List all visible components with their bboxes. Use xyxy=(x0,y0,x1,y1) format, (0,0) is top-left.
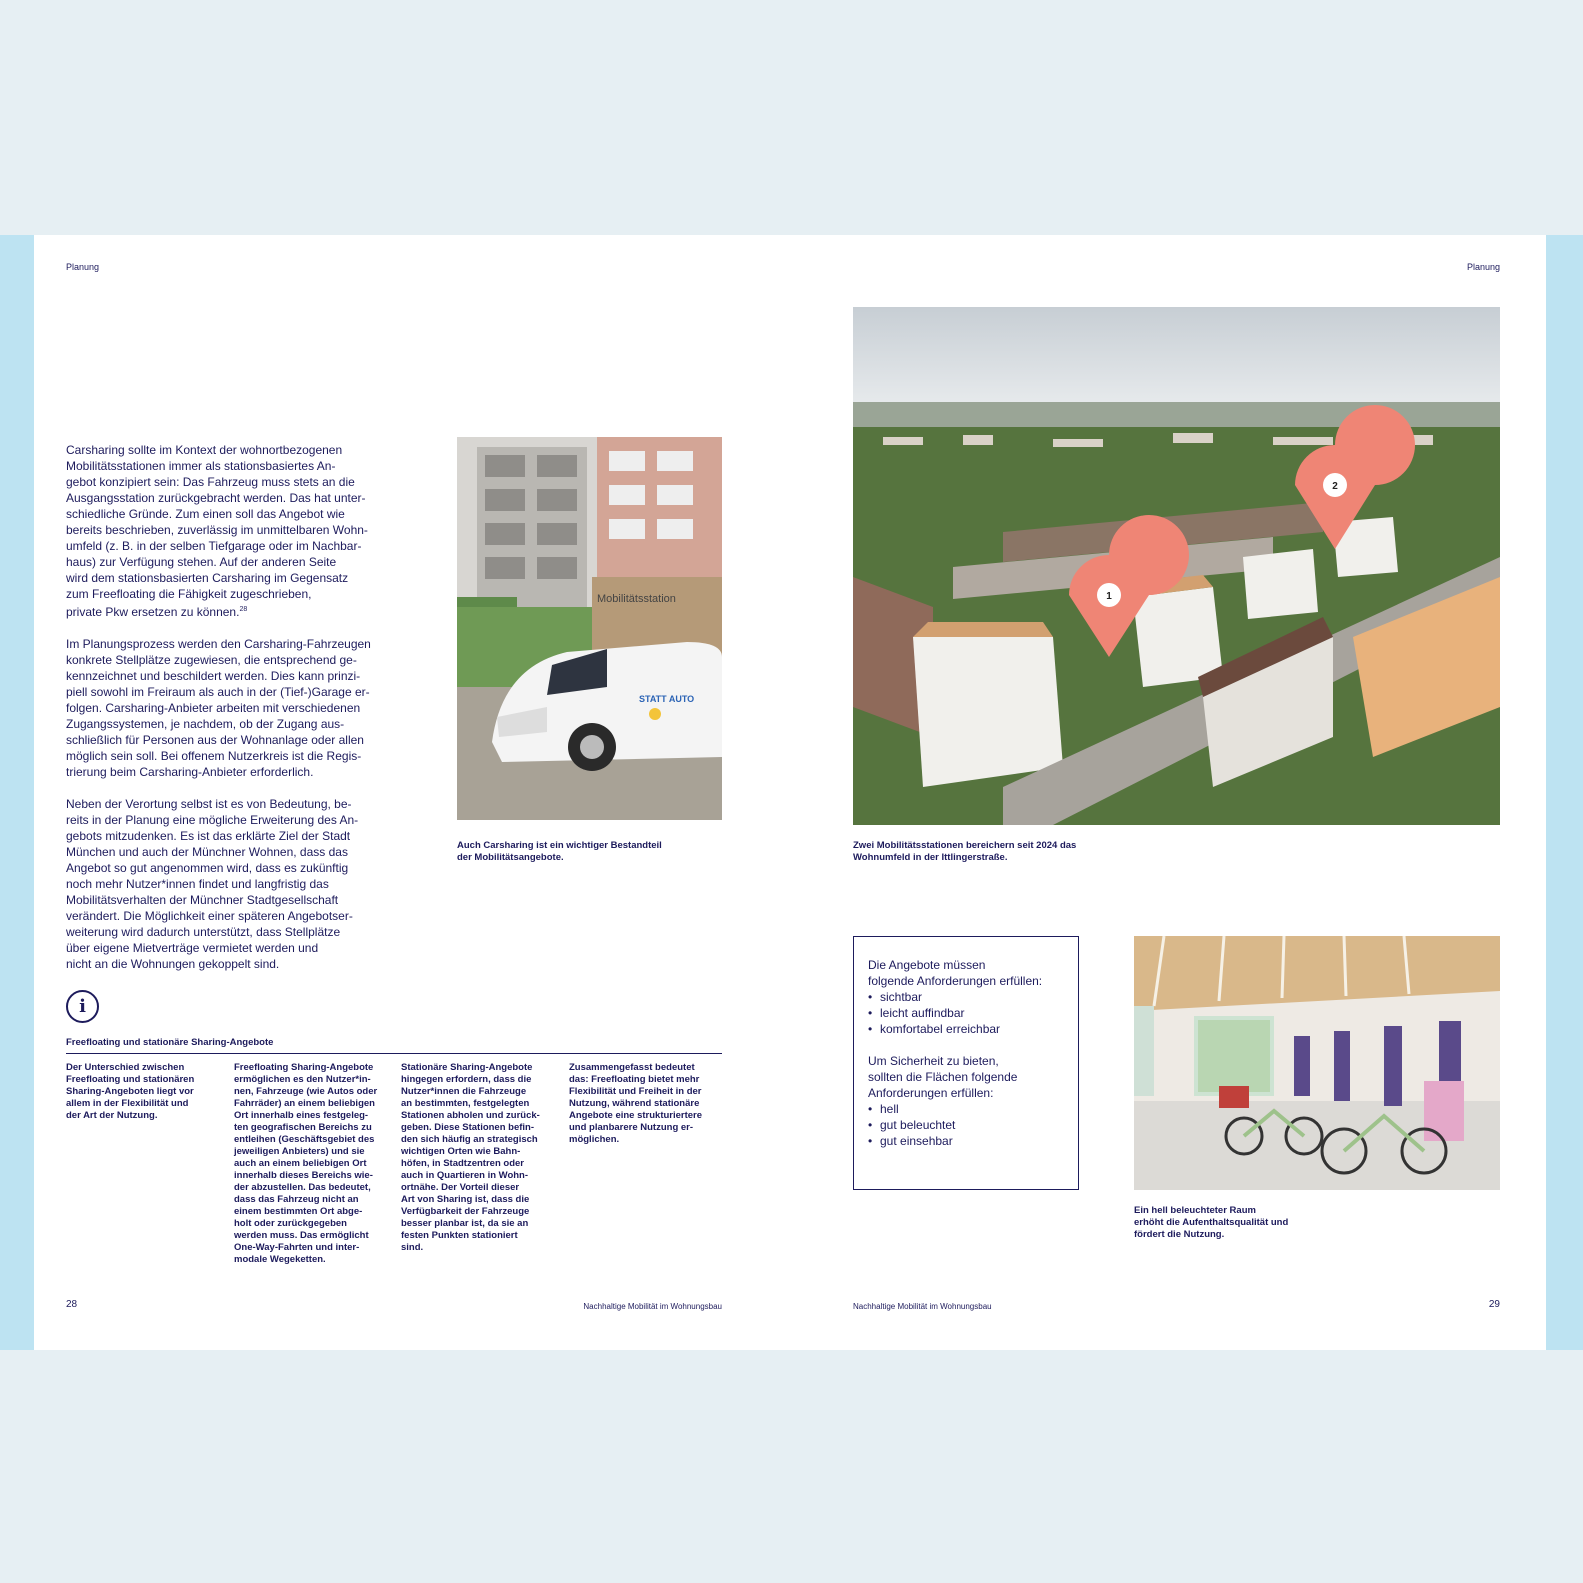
requirements-intro: Die Angebote müssen folgende Anforderungen erfüllen: xyxy=(868,958,1043,988)
info-column-4: Zusammengefasst bedeutet das: Freefloating bietet mehr Flexibilität und Freiheit in der Nutzung, während stationäre Angebote eine strukturiertere und planbarere Nutzung er- möglichen. xyxy=(569,1062,703,1145)
requirement-item: • komfortabel erreichbar xyxy=(868,1021,1064,1037)
info-divider xyxy=(66,1053,722,1054)
requirements-list-1 xyxy=(868,989,1064,1037)
location-pin-2-label: 2 xyxy=(1332,481,1338,492)
requirements-box xyxy=(853,936,1079,1190)
bike-room-illustration xyxy=(1134,936,1500,1190)
info-column-3: Stationäre Sharing-Angebote hingegen erfordern, dass die Nutzer*innen die Fahrzeuge an bestimmten, festgelegten Stationen abholen und zurück- geben. Diese Stationen befin- den sich häufig an strategisch wichtigen Orten wie Bahn- höfen, in Stadtzentren oder auch in Quartieren in Wohn- ortnähe. Der Vorteil dieser Art von Sharing ist, dass die Verfügbarkeit der Fahrzeuge besser planbar ist, da sie an festen Punkten stationiert sind. xyxy=(401,1062,540,1253)
info-icon: i xyxy=(66,990,99,1023)
aerial-photo xyxy=(853,307,1500,825)
requirement-item: • leicht auffindbar xyxy=(868,1005,1064,1021)
info-column-2: Freefloating Sharing-Angebote ermöglichen es den Nutzer*in- nen, Fahrzeuge (wie Autos oder Fahrräder) an einem beliebigen Ort innerhalb eines festgeleg- ten geografischen Bereichs zu entleihen (Geschäftsgebiet des jeweiligen Anbieters) und sie auch an einem beliebigen Ort innerhalb dieses Bereichs wie- der abzustellen. Das bedeutet, dass das Fahrzeug nicht an einem bestimmten Ort abge- holt oder zurückgegeben werden muss. Das ermöglicht One-Way-Fahrten und inter- modale Wegeketten. xyxy=(234,1062,378,1265)
aerial-photo-caption: Zwei Mobilitätsstationen bereichern seit 2024 das Wohnumfeld in der Ittlingerstraße. xyxy=(853,840,1077,863)
carsharing-photo xyxy=(457,437,722,820)
paragraph-3: Neben der Verortung selbst ist es von Bedeutung, be- reits in der Planung eine mögliche Erweiterung des An- gebots mitzudenken. Es ist das erklärte Ziel der Stadt München und auch der Münchner Wohnen, dass das Angebot so gut angenommen wird, dass es zukünftig noch mehr Nutzer*innen findet und langfristig das Mobilitätsverhalten der Münchner Stadtgesellschaft verändert. Die Möglichkeit einer späteren Angebotser- weiterung wird dadurch unterstützt, dass Stellplätze über eigene Mietverträge vermietet werden und nicht an die Wohnungen gekoppelt sind. xyxy=(66,797,359,971)
left-running-header: Planung xyxy=(66,262,100,272)
requirements-intro-2: Um Sicherheit zu bieten, sollten die Flächen folgende Anforderungen erfüllen: xyxy=(868,1054,1018,1100)
photo-sign-text: Mobilitätsstation xyxy=(597,593,676,605)
bike-room-photo xyxy=(1134,936,1500,1190)
carsharing-photo-illustration xyxy=(457,437,722,820)
footnote-marker: 28 xyxy=(239,606,248,613)
info-title: Freefloating und stationäre Sharing-Angebote xyxy=(66,1037,274,1048)
requirement-item: • gut einsehbar xyxy=(868,1133,1064,1149)
bike-room-caption: Ein hell beleuchteter Raum erhöht die Aufenthaltsqualität und fördert die Nutzung. xyxy=(1134,1205,1289,1240)
info-column-1: Der Unterschied zwischen Freefloating und stationären Sharing-Angeboten liegt vor allem in der Flexibilität und der Art der Nutzung. xyxy=(66,1062,195,1121)
location-pin-1-label: 1 xyxy=(1106,591,1112,602)
car-logo-text: STATT AUTO xyxy=(639,694,695,704)
left-body-text xyxy=(66,442,396,972)
right-running-header: Planung xyxy=(1466,262,1500,272)
paragraph-1-text: Carsharing sollte im Kontext der wohnortbezogenen Mobilitätsstationen immer als stationsbasiertes An- gebot konzipiert sein: Das Fahrzeug muss stets an die Ausgangsstation zurückgebracht werden. Das hat unter- schiedliche Gründe. Zum einen soll das Angebot wie bereits beschrieben, zuverlässig im unmittelbaren Wohn- umfeld (z. B. in der selben Tiefgarage oder im Nachbar- haus) zur Verfügung stehen. Auf der anderen Seite wird dem stationsbasierten Carsharing im Gegensatz zum Freefloating die Fähigkeit zugeschrieben, private Pkw ersetzen zu können. xyxy=(66,443,368,619)
carsharing-photo-caption: Auch Carsharing ist ein wichtiger Bestandteil der Mobilitätsangebote. xyxy=(457,840,662,863)
requirement-item: • sichtbar xyxy=(868,989,1064,1005)
aerial-photo-illustration xyxy=(853,307,1500,825)
left-footer-title: Nachhaltige Mobilität im Wohnungsbau xyxy=(583,1302,722,1311)
right-page-number: 29 xyxy=(1488,1299,1500,1310)
paragraph-1 xyxy=(66,442,396,620)
magazine-spread xyxy=(0,235,1583,1350)
requirement-item: • hell xyxy=(868,1101,1064,1117)
paragraph-2: Im Planungsprozess werden den Carsharing-Fahrzeugen konkrete Stellplätze zugewiesen, die entsprechend ge- kennzeichnet und beschildert werden. Dies kann prinzi- piell sowohl im Freiraum als auch in der (Tief-)Garage er- folgen. Carsharing-Anbieter arbeiten mit verschiedenen Zugangssystemen, je nachdem, ob der Zugang aus- schließlich für Personen aus der Wohnanlage oder allen möglich sein soll. Bei offenem Nutzerkreis ist die Regis- trierung beim Carsharing-Anbieter erforderlich. xyxy=(66,637,371,779)
requirement-item: • gut beleuchtet xyxy=(868,1117,1064,1133)
requirements-list-2 xyxy=(868,1101,1064,1149)
left-page-number: 28 xyxy=(66,1299,78,1310)
page-area xyxy=(34,235,1546,1350)
right-footer-title: Nachhaltige Mobilität im Wohnungsbau xyxy=(853,1302,992,1311)
